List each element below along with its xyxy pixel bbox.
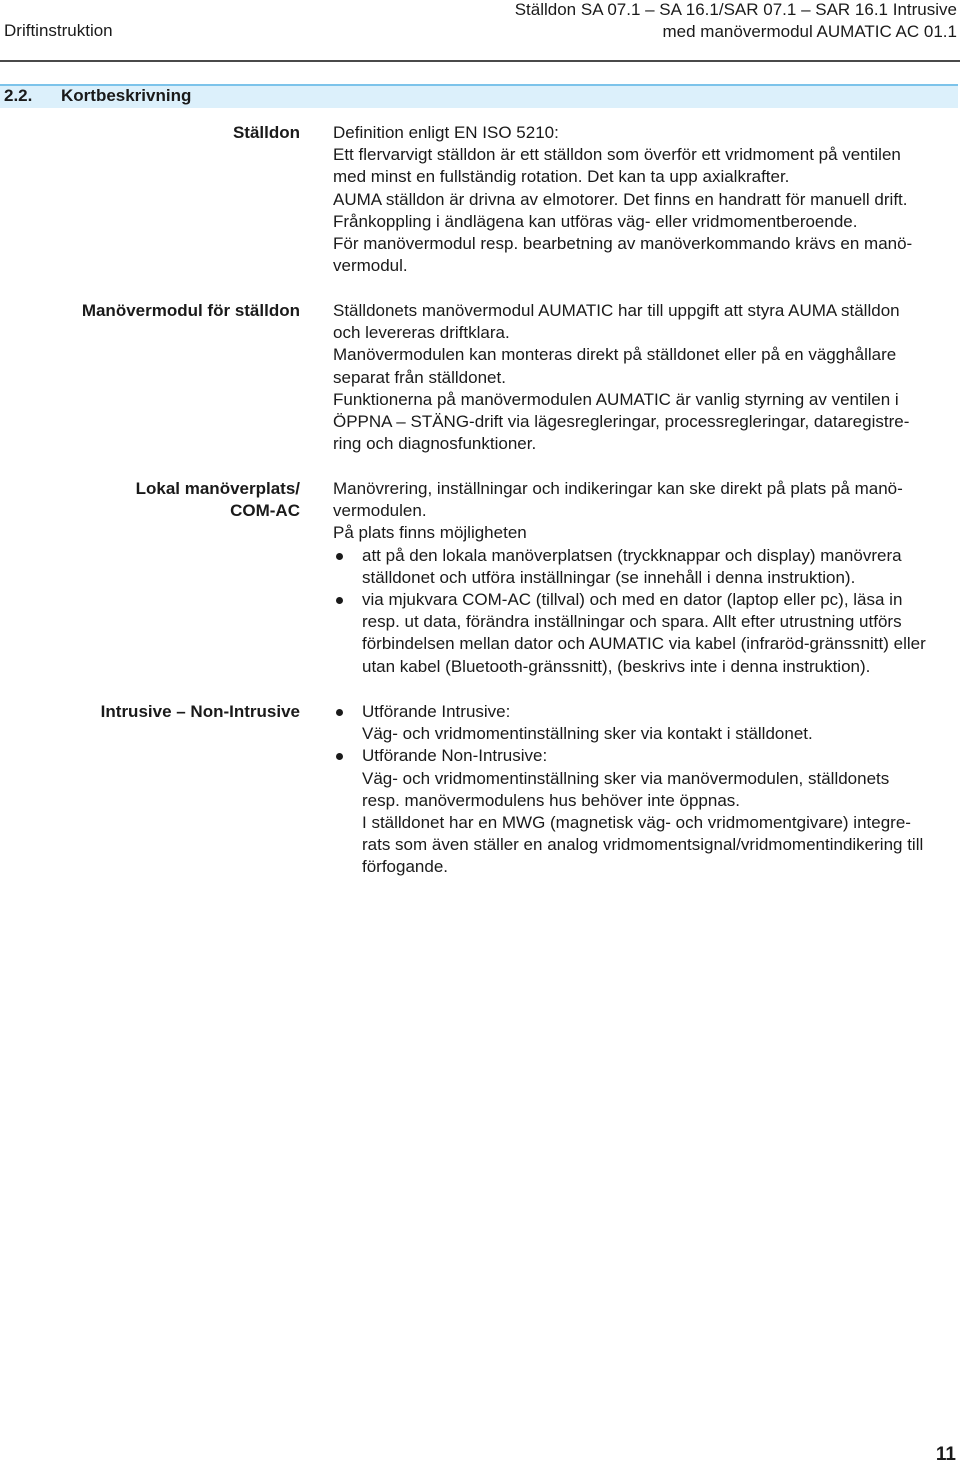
- bullet-line: rats som även ställer en analog vridmomentsignal/vridmomentindikering till: [362, 835, 924, 855]
- bullet-item: [333, 701, 959, 745]
- paragraph-line: På plats finns möjligheten: [333, 523, 527, 543]
- bullet-line: Väg- och vridmomentinställning sker via manövermodulen, ställdonets: [362, 768, 890, 788]
- bullet-list: [333, 701, 959, 879]
- page-number: 11: [935, 1444, 956, 1465]
- paragraph-line: Manövrering, inställningar och indikeringar kan ske direkt på plats på manö-: [333, 479, 903, 498]
- row-body-intrusive: [333, 701, 959, 879]
- bullet-dot-icon: [336, 597, 343, 604]
- paragraph-line: ÖPPNA – STÄNG-drift via lägesregleringar, processregleringar, dataregistre-: [333, 412, 910, 432]
- header-divider: [0, 60, 960, 62]
- paragraph-line: Definition enligt EN ISO 5210:: [333, 123, 559, 142]
- paragraph-line: och levereras driftklara.: [333, 323, 510, 343]
- row-label-manovermodul: Manövermodul för ställdon: [81, 301, 300, 320]
- paragraph-line: Manövermodulen kan monteras direkt på ställdonet eller på en vägghållare: [333, 345, 897, 365]
- document-title: Driftinstruktion: [4, 21, 113, 40]
- row-label-line: Lokal manöverplats/: [135, 479, 300, 498]
- paragraph-line: AUMA ställdon är drivna av elmotorer. Det finns en handratt för manuell drift.: [333, 189, 908, 209]
- bullet-line: förfogande.: [362, 857, 449, 877]
- paragraph-line: separat från ställdonet.: [333, 367, 506, 387]
- bullet-line: Utförande Intrusive:: [362, 702, 511, 721]
- row-body-lokal-manoverplats: [333, 478, 959, 678]
- paragraph-line: med minst en fullständig rotation. Det kan ta upp axialkrafter.: [333, 167, 790, 187]
- paragraph-line: För manövermodul resp. bearbetning av manöverkommando krävs en manö-: [333, 234, 913, 254]
- paragraph-line: Ställdonets manövermodul AUMATIC har till uppgift att styra AUMA ställdon: [333, 301, 900, 320]
- bullet-dot-icon: [336, 709, 343, 716]
- bullet-line: resp. manövermodulens hus behöver inte öppnas.: [362, 790, 741, 810]
- section-title: Kortbeskrivning: [61, 86, 192, 105]
- product-title: [515, 0, 957, 43]
- section-number: 2.2.: [4, 86, 33, 105]
- bullet-line: I ställdonet har en MWG (magnetisk väg- och vridmomentgivare) integre-: [362, 813, 911, 833]
- product-title-line: Ställdon SA 07.1 – SA 16.1/SAR 07.1 – SAR 16.1 Intrusive: [514, 0, 957, 19]
- paragraph-line: Funktionerna på manövermodulen AUMATIC är vanlig styrning av ventilen i: [333, 389, 899, 409]
- row-label-stalldon: Ställdon: [232, 123, 300, 142]
- bullet-dot-icon: [336, 753, 343, 760]
- bullet-line: ställdonet och utföra inställningar (se innehåll i denna instruktion).: [362, 567, 856, 587]
- bullet-line: att på den lokala manöverplatsen (tryckknappar och display) manövrera: [362, 545, 902, 565]
- paragraph-line: Ett flervarvigt ställdon är ett ställdon som överför ett vridmoment på ventilen: [333, 145, 901, 165]
- paragraph-line: vermodul.: [333, 256, 408, 276]
- bullet-line: Utförande Non-Intrusive:: [362, 746, 548, 766]
- paragraph-line: Frånkoppling i ändlägena kan utföras väg- eller vridmomentberoende.: [333, 211, 858, 231]
- paragraph-line: vermodulen.: [333, 501, 427, 521]
- bullet-line: utan kabel (Bluetooth-gränssnitt), (beskrivs inte i denna instruktion).: [362, 656, 871, 676]
- row-label-lokal-manoverplats: [0, 478, 300, 522]
- bullet-item: [333, 589, 959, 678]
- bullet-line: resp. ut data, förändra inställningar och spara. Allt efter utrustning utförs: [362, 612, 902, 632]
- bullet-dot-icon: [336, 553, 343, 560]
- product-title-line: med manövermodul AUMATIC AC 01.1: [662, 22, 957, 41]
- bullet-item: [333, 545, 959, 589]
- paragraph-line: ring och diagnosfunktioner.: [333, 434, 537, 454]
- bullet-line: förbindelsen mellan dator och AUMATIC via kabel (infraröd-gränssnitt) eller: [362, 634, 926, 654]
- row-body-manovermodul: [333, 300, 959, 455]
- row-body-stalldon: [333, 122, 959, 277]
- bullet-item: [333, 745, 959, 878]
- row-label-line: COM-AC: [230, 501, 300, 521]
- bullet-list: [333, 545, 959, 678]
- bullet-line: Väg- och vridmomentinställning sker via kontakt i ställdonet.: [362, 724, 813, 744]
- bullet-line: via mjukvara COM-AC (tillval) och med en dator (laptop eller pc), läsa in: [362, 590, 903, 610]
- row-label-intrusive: Intrusive – Non-Intrusive: [100, 702, 300, 721]
